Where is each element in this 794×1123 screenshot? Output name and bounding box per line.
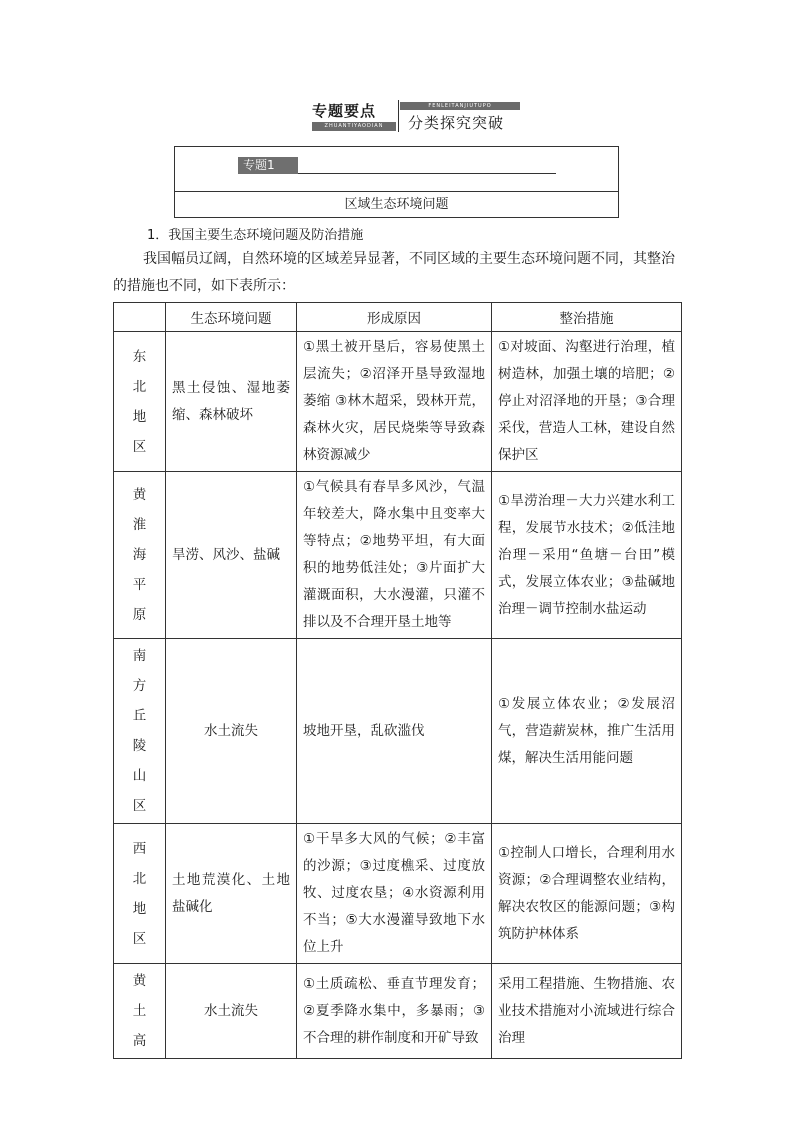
region-char: 山 (132, 768, 147, 784)
cause-cell: 坡地开垦，乱砍滥伐 (297, 639, 492, 824)
problem-cell: 黑土侵蚀、湿地萎缩、森林破坏 (166, 332, 297, 472)
region-char: 方 (132, 678, 147, 694)
region-char: 区 (132, 798, 147, 814)
intro-paragraph-text: 我国幅员辽阔，自然环境的区域差异显著，不同区域的主要生态环境问题不同，其整治的措施也不同，如下表所示： (113, 251, 675, 294)
header-measure: 整治措施 (492, 303, 682, 332)
measure-cell: ①发展立体农业；②发展沼气，营造薪炭林，推广生活用煤，解决生活用能问题 (492, 639, 682, 824)
banner-left-title: 专题要点 (312, 102, 377, 120)
section-heading: 1．我国主要生态环境问题及防治措施 (147, 228, 364, 243)
cause-cell: ①干旱多大风的气候；②丰富的沙源；③过度樵采、过度放牧、过度农垦；④水资源利用不当；⑤大水漫灌导致地下水位上升 (297, 824, 492, 964)
region-name (120, 641, 159, 821)
measure-cell: ①旱涝治理－大力兴建水利工程，发展节水技术；②低洼地治理－采用“鱼塘－台田”模式，发展立体农业；③盐碱地治理－调节控制水盐运动 (492, 472, 682, 639)
region-char: 区 (132, 438, 147, 455)
banner-divider (398, 100, 399, 132)
region-char: 丘 (132, 708, 147, 724)
region-cell (114, 639, 166, 824)
banner-left-subtitle: ZHUANTIYAODIAN (312, 122, 396, 131)
region-char: 东 (132, 348, 147, 365)
table-header-row (114, 303, 682, 332)
region-char: 原 (132, 607, 147, 623)
region-name (120, 966, 159, 1056)
region-char: 淮 (132, 517, 147, 533)
region-char: 地 (132, 900, 147, 917)
header-cause: 形成原因 (297, 303, 492, 332)
banner-right-title: 分类探究突破 (408, 114, 505, 132)
region-cell (114, 472, 166, 639)
cause-cell: ①土质疏松、垂直节理发育；②夏季降水集中，多暴雨；③不合理的耕作制度和开矿导致 (297, 964, 492, 1059)
region-cell (114, 824, 166, 964)
problem-cell: 旱涝、风沙、盐碱 (166, 472, 297, 639)
table-row (114, 332, 682, 472)
region-char: 土 (132, 1003, 147, 1019)
problem-cell: 水土流失 (166, 964, 297, 1059)
region-char: 陵 (132, 738, 147, 754)
banner-right-subtitle: FENLEITANJIUTUPO (400, 102, 520, 110)
cause-cell: ①黑土被开垦后，容易使黑土层流失；②沼泽开垦导致湿地萎缩 ③林木超采，毁林开荒，森林火灾，居民烧柴等导致森林资源减少 (297, 332, 492, 472)
region-char: 北 (132, 870, 147, 887)
header-region (114, 303, 166, 332)
region-char: 黄 (132, 487, 147, 503)
region-name (120, 834, 159, 954)
region-char: 西 (132, 840, 147, 857)
topic-title: 区域生态环境问题 (344, 197, 449, 212)
region-char: 南 (132, 648, 147, 664)
region-char: 海 (132, 547, 147, 563)
topic-header-row (175, 147, 618, 192)
topic-tag: 专题1 (238, 157, 298, 174)
problem-cell: 水土流失 (166, 639, 297, 824)
region-char: 地 (132, 408, 147, 425)
region-cell (114, 332, 166, 472)
table-row (114, 472, 682, 639)
intro-paragraph (113, 246, 681, 300)
topic-box (174, 146, 619, 218)
measure-cell: ①对坡面、沟壑进行治理，植树造林，加强土壤的培肥；②停止对沼泽地的开垦；③合理采伐，营造人工林，建设自然保护区 (492, 332, 682, 472)
measures-table (113, 302, 682, 1059)
cause-cell: ①气候具有春旱多风沙，气温年较差大，降水集中且变率大等特点；②地势平坦，有大面积的地势低洼处；③片面扩大灌溉面积，大水漫灌，只灌不排以及不合理开垦土地等 (297, 472, 492, 639)
section-banner (312, 100, 522, 134)
topic-underline (298, 173, 556, 174)
region-name (120, 342, 159, 462)
table-row (114, 964, 682, 1059)
region-name (120, 480, 159, 630)
measure-cell: ①控制人口增长，合理利用水资源；②合理调整农业结构，解决农牧区的能源问题；③构筑防护林体系 (492, 824, 682, 964)
header-problem: 生态环境问题 (166, 303, 297, 332)
measure-cell: 采用工程措施、生物措施、农业技术措施对小流域进行综合治理 (492, 964, 682, 1059)
region-char: 高 (132, 1033, 147, 1049)
region-char: 黄 (132, 973, 147, 989)
table-row (114, 824, 682, 964)
table-row (114, 639, 682, 824)
problem-cell: 土地荒漠化、土地盐碱化 (166, 824, 297, 964)
region-char: 平 (132, 577, 147, 593)
region-char: 区 (132, 930, 147, 947)
region-cell (114, 964, 166, 1059)
region-char: 北 (132, 378, 147, 395)
